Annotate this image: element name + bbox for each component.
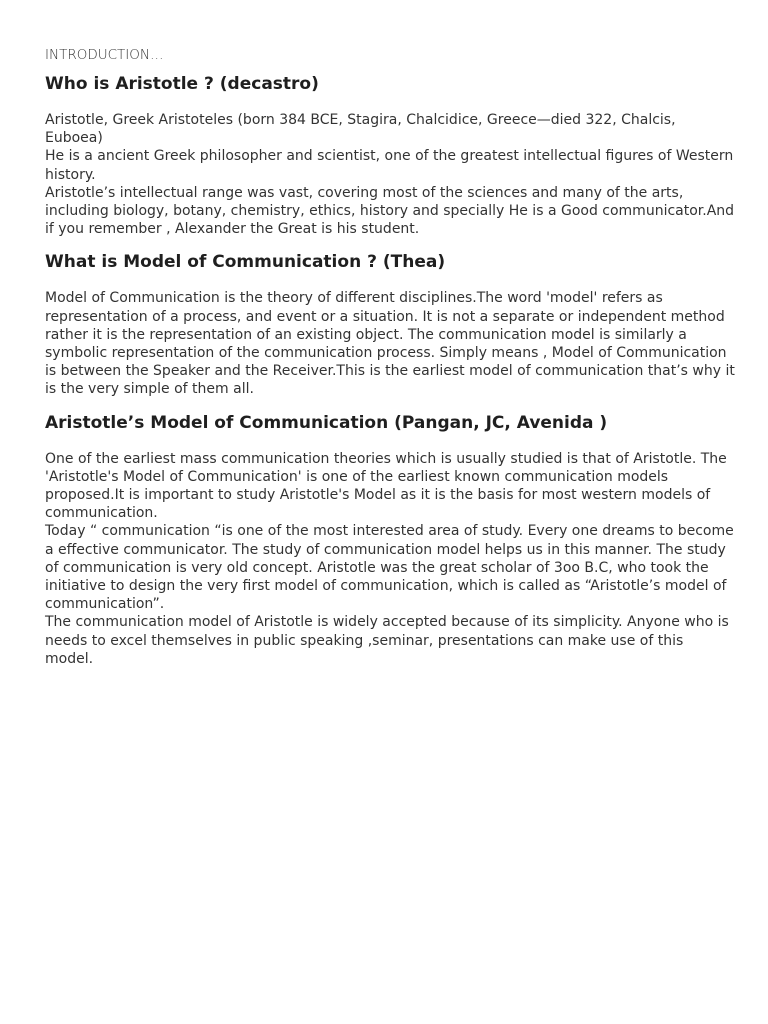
section-heading-model: What is Model of Communication ? (Thea) xyxy=(45,252,446,273)
paragraph: The communication model of Aristotle is widely accepted because of its simplicity. Anyone who is needs to excel themselves in public speaking ,seminar, presentations can make use of this model. xyxy=(45,614,729,667)
paragraph: Model of Communication is the theory of different disciplines.The word 'model' refers as representation of a process, and event or a situation. It is not a separate or independent method rather it is the representation of an existing object. The communication model is similarly a symbolic representation of the communication process. Simply means , Model of Communication is between the Speaker and the Receiver.This is the earliest model of communication that’s why it is the very simple of them all. xyxy=(45,290,735,398)
paragraph: Aristotle’s intellectual range was vast, covering most of the sciences and many of the arts, including biology, botany, chemistry, ethics, history and specially He is a Good communicator.And if you remember , Alexander the Great is his student. xyxy=(45,184,735,238)
paragraph: One of the earliest mass communication theories which is usually studied is that of Aristotle. The 'Aristotle's Model of Communication' is one of the earliest known communication models proposed.It is important to study Aristotle's Model as it is the basis for most western models of communication. xyxy=(45,450,727,522)
paragraph: Aristotle, Greek Aristoteles (born 384 BCE, Stagira, Chalcidice, Greece—died 322, Chalcis, Euboea) xyxy=(45,112,676,147)
paragraph: Today “ communication “is one of the most interested area of study. Every one dreams to become a effective communicator. The study of communication model helps us in this manner. The study of communication is very old concept. Aristotle was the great scholar of 3oo B.C, who took the initiative to design the very first model of communication, which is called as “Aristotle’s model of communication”. xyxy=(45,523,734,613)
section-model-body xyxy=(45,289,735,398)
section-heading-aristotle-model: Aristotle’s Model of Communication (Pangan, JC, Avenida ) xyxy=(45,412,608,433)
document-page xyxy=(45,46,735,681)
section-aristotle-body xyxy=(45,111,735,238)
paragraph: He is a ancient Greek philosopher and scientist, one of the greatest intellectual figures of Western history. xyxy=(45,148,734,183)
intro-label: INTRODUCTION… xyxy=(45,47,164,63)
section-heading-aristotle: Who is Aristotle ? (decastro) xyxy=(45,74,319,94)
section-aristotle-model-body xyxy=(45,450,735,668)
